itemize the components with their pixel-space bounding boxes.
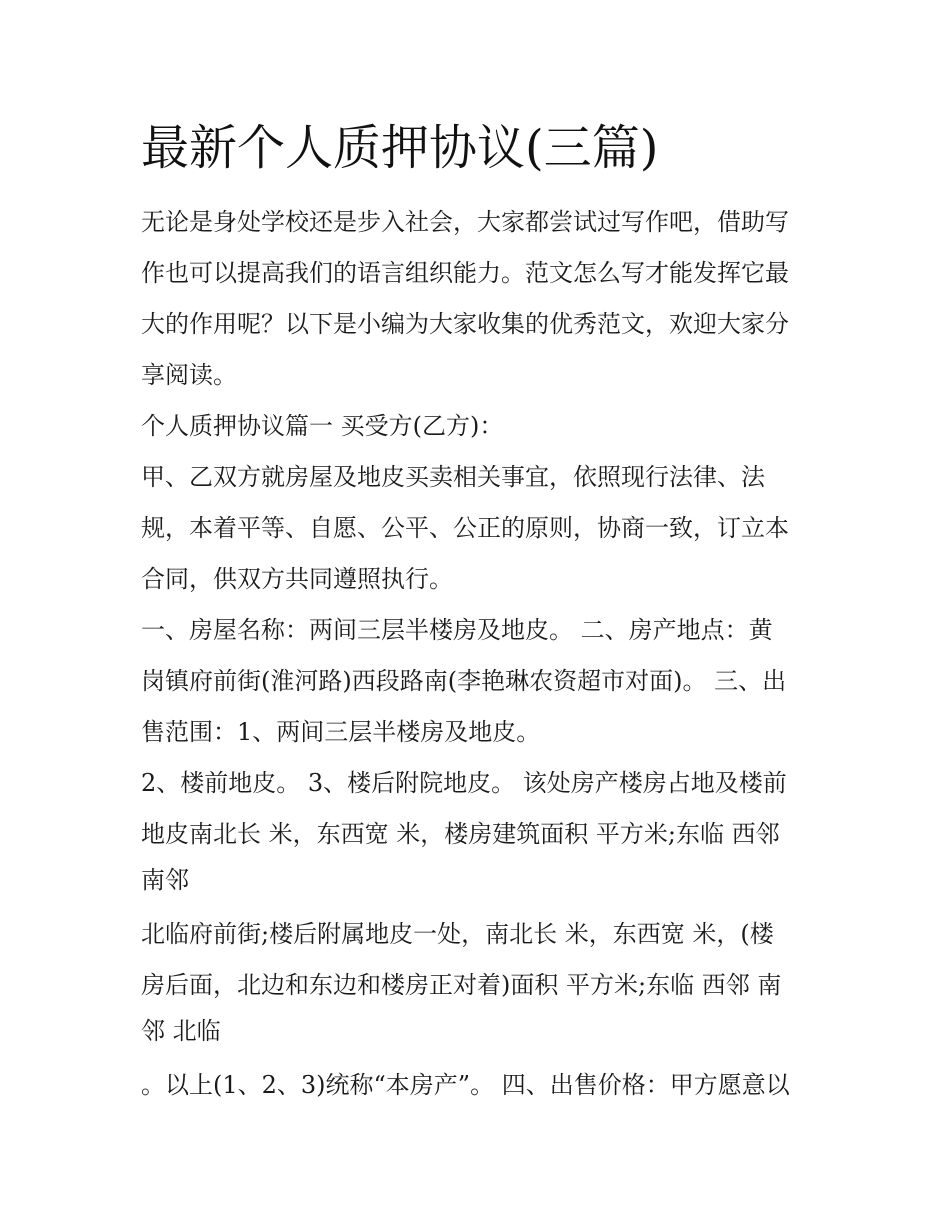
paragraph-line: 大的作用呢？以下是小编为大家收集的优秀范文，欢迎大家分	[141, 310, 789, 338]
paragraph-line: 2、楼前地皮。 3、楼后附院地皮。 该处房产楼房占地及楼前	[141, 769, 787, 797]
paragraph-line: 岗镇府前街(淮河路)西段路南(李艳琳农资超市对面)。 三、出	[141, 667, 787, 695]
paragraph-line: 作也可以提高我们的语言组织能力。范文怎么写才能发挥它最	[141, 259, 789, 287]
paragraph-line: 享阅读。	[141, 361, 237, 389]
paragraph-line: 房后面，北边和东边和楼房正对着)面积 平方米;东临 西邻 南	[141, 971, 782, 999]
paragraph-line: 一、房屋名称：两间三层半楼房及地皮。 二、房产地点：黄	[141, 616, 773, 644]
document-title: 最新个人质押协议(三篇)	[141, 120, 659, 176]
paragraph-line: 售范围：1、两间三层半楼房及地皮。	[141, 718, 541, 746]
paragraph-line: 规，本着平等、自愿、公平、公正的原则，协商一致，订立本	[141, 514, 789, 542]
paragraph-line: 邻 北临	[141, 1017, 221, 1045]
section-heading: 个人质押协议篇一 买受方(乙方)：	[141, 412, 504, 440]
paragraph-line: 无论是身处学校还是步入社会，大家都尝试过写作吧，借助写	[141, 208, 789, 236]
paragraph-line: 地皮南北长 米，东西宽 米，楼房建筑面积 平方米;东临 西邻	[141, 820, 780, 848]
paragraph-line: 北临府前街;楼后附属地皮一处，南北长 米，东西宽 米，(楼	[141, 920, 774, 948]
paragraph-line: 。以上(1、2、3)统称“本房产”。 四、出售价格：甲方愿意以	[141, 1071, 790, 1099]
paragraph-line: 合同，供双方共同遵照执行。	[141, 565, 453, 593]
paragraph-line: 甲、乙双方就房屋及地皮买卖相关事宜，依照现行法律、法	[141, 463, 765, 491]
paragraph-line: 南邻	[141, 866, 189, 894]
